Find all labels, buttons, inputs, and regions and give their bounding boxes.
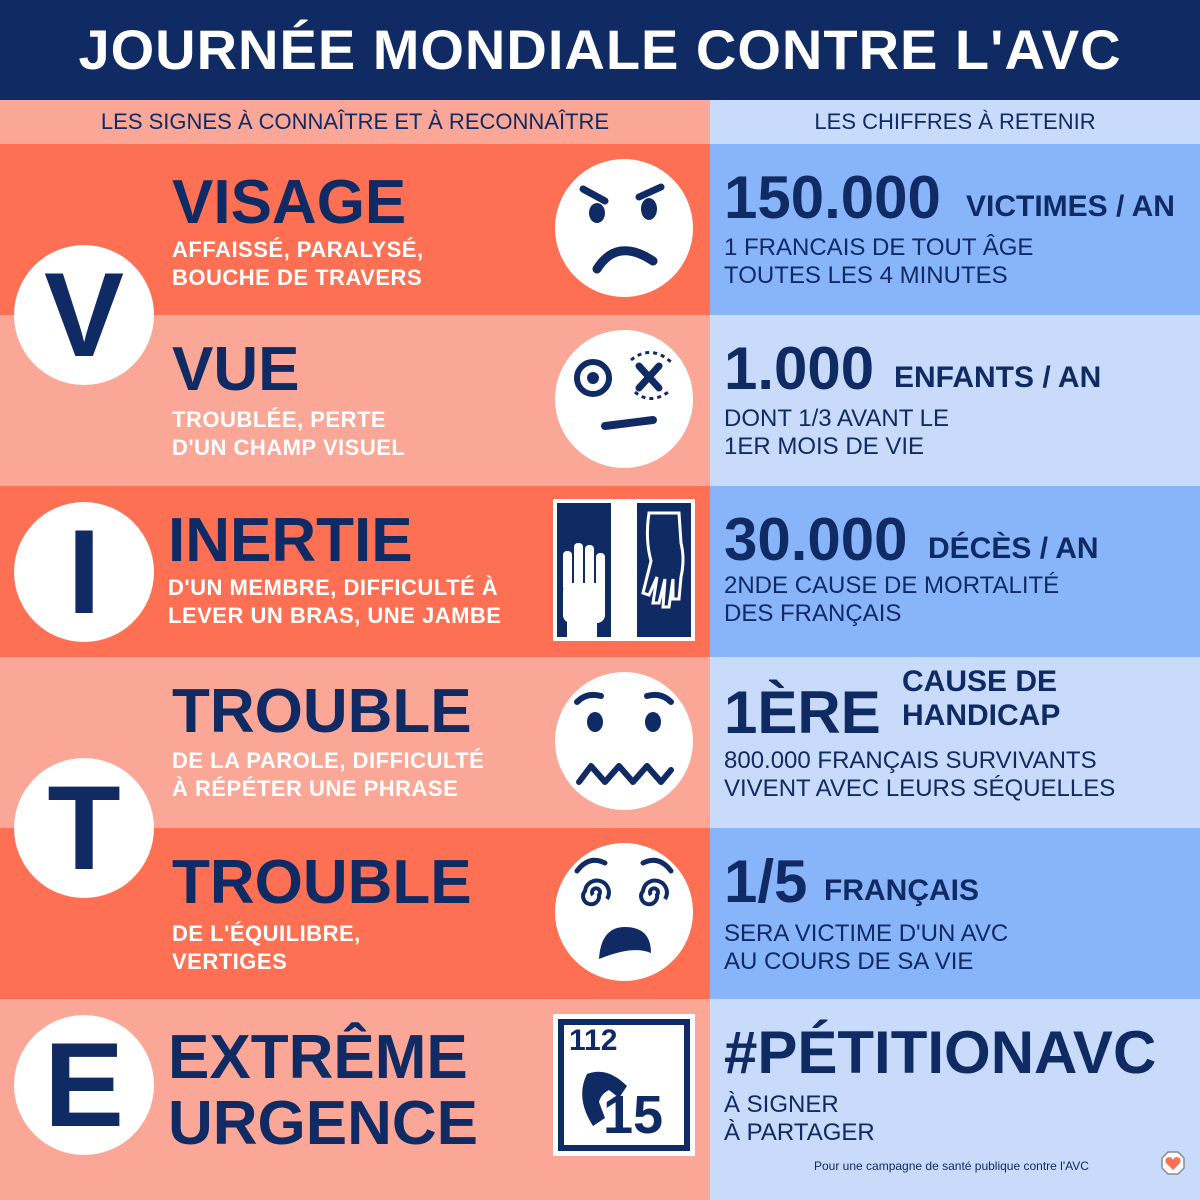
- row-inertie: [0, 486, 1200, 657]
- sign-desc-line: VERTIGES: [172, 949, 288, 974]
- row-visage: [0, 144, 1200, 315]
- sign-desc-line: BOUCHE DE TRAVERS: [172, 265, 423, 290]
- stat-unit: DÉCÈS / AN: [928, 532, 1099, 565]
- stat-desc-line: À PARTAGER: [724, 1119, 875, 1146]
- sign-desc-line: AFFAISSÉ, PARALYSÉ,: [172, 237, 424, 262]
- sign-title-line: URGENCE: [168, 1089, 479, 1158]
- sign-desc-line: D'UN MEMBRE, DIFFICULTÉ À: [168, 575, 499, 600]
- stat-desc-line: 1 FRANCAIS DE TOUT ÂGE: [724, 234, 1034, 261]
- sign-title: VUE: [172, 335, 300, 404]
- stat-desc-line: DES FRANÇAIS: [724, 600, 902, 627]
- stat-unit: VICTIMES / AN: [966, 190, 1175, 223]
- stat-big: 30.000: [724, 506, 908, 573]
- stat-desc-line: 1ER MOIS DE VIE: [724, 433, 925, 460]
- sign-title: VISAGE: [172, 168, 407, 237]
- emergency-phone-icon: [553, 1014, 695, 1156]
- stat-desc-line: SERA VICTIME D'UN AVC: [724, 920, 1009, 947]
- sign-desc-line: LEVER UN BRAS, UNE JAMBE: [168, 603, 502, 628]
- stat-unit: FRANÇAIS: [824, 874, 979, 907]
- letter-t-circle: T: [14, 758, 154, 898]
- sign-title-line: EXTRÊME: [168, 1023, 468, 1092]
- blurred-vision-face-icon: [553, 328, 695, 470]
- sign-desc-line: TROUBLÉE, PERTE: [172, 407, 387, 432]
- stat-desc-line: DONT 1/3 AVANT LE: [724, 405, 949, 432]
- letter-i-circle: I: [14, 502, 154, 642]
- stat-desc-line: 800.000 FRANÇAIS SURVIVANTS: [724, 747, 1097, 774]
- stats-column-header: LES CHIFFRES À RETENIR: [710, 100, 1200, 144]
- stat-desc-line: VIVENT AVEC LEURS SÉQUELLES: [724, 775, 1116, 802]
- page-title: JOURNÉE MONDIALE CONTRE L'AVC: [0, 0, 1200, 100]
- row-vue: [0, 315, 1200, 486]
- stat-unit-line: HANDICAP: [902, 699, 1061, 732]
- stat-desc-line: À SIGNER: [724, 1091, 839, 1118]
- sign-desc-line: DE L'ÉQUILIBRE,: [172, 921, 361, 946]
- footer-note: Pour une campagne de santé publique contre l'AVC: [814, 1159, 1089, 1173]
- stat-desc-line: 2NDE CAUSE DE MORTALITÉ: [724, 572, 1060, 599]
- sad-face-icon: [553, 157, 695, 299]
- sign-desc-line: À RÉPÉTER UNE PHRASE: [172, 776, 459, 801]
- stat-big: 1ÈRE: [724, 679, 881, 746]
- letter-e-circle: E: [14, 1015, 154, 1155]
- stat-big: 150.000: [724, 164, 941, 231]
- sign-desc-line: DE LA PAROLE, DIFFICULTÉ: [172, 748, 485, 773]
- letter-v-circle: V: [14, 245, 154, 385]
- hands-icon: [553, 499, 695, 641]
- dizzy-face-icon: [553, 841, 695, 983]
- stat-big: 1.000: [724, 335, 875, 402]
- signs-column-header: LES SIGNES À CONNAÎTRE ET À RECONNAÎTRE: [0, 100, 710, 144]
- sign-desc-line: D'UN CHAMP VISUEL: [172, 435, 406, 460]
- phone-number-15: 15: [603, 1085, 664, 1145]
- stat-unit: ENFANTS / AN: [894, 361, 1102, 394]
- stat-desc-line: TOUTES LES 4 MINUTES: [724, 262, 1008, 289]
- phone-number-112: 112: [569, 1024, 618, 1057]
- row-trouble-parole: [0, 657, 1200, 828]
- petition-hashtag: #PÉTITIONAVC: [724, 1019, 1157, 1086]
- row-trouble-equilibre: [0, 828, 1200, 999]
- heart-logo-icon: [1160, 1150, 1186, 1176]
- sign-title: INERTIE: [168, 506, 413, 575]
- stat-unit-line: CAUSE DE: [902, 665, 1058, 698]
- stat-desc-line: AU COURS DE SA VIE: [724, 948, 974, 975]
- sign-title: TROUBLE: [172, 848, 472, 917]
- stat-big: 1/5: [724, 848, 808, 915]
- sign-title: TROUBLE: [172, 677, 472, 746]
- speech-trouble-face-icon: [553, 670, 695, 812]
